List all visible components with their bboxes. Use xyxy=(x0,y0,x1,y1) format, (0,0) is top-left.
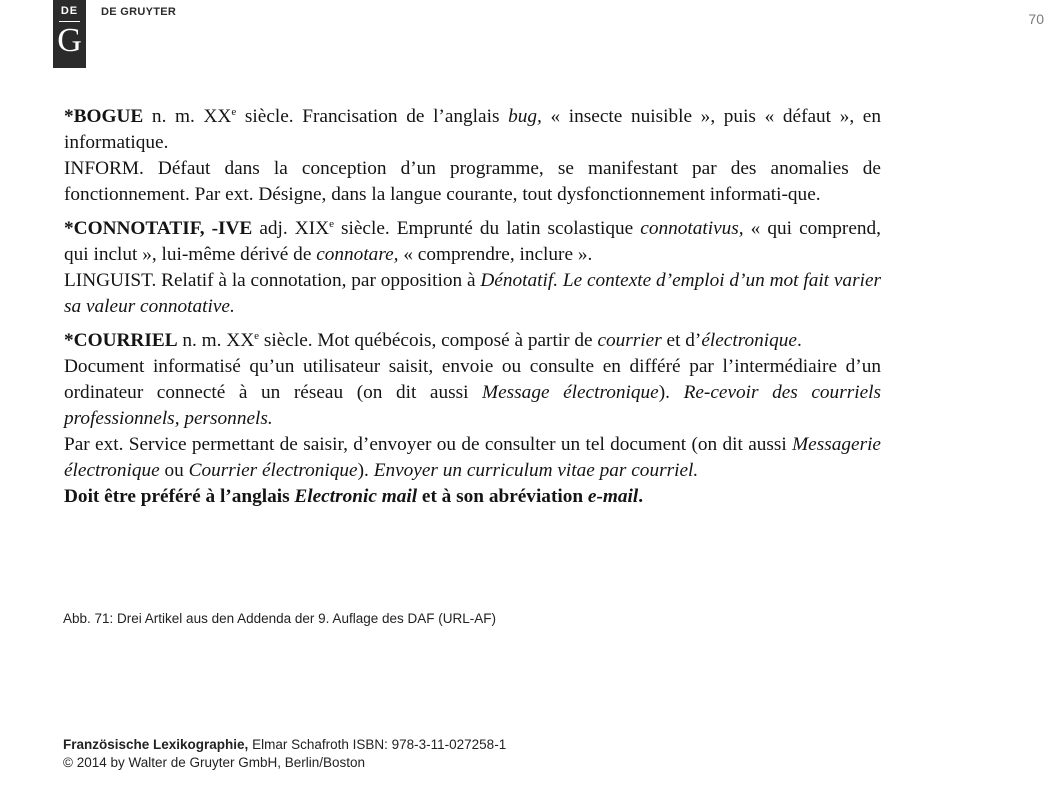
entry-text: siècle. Mot québécois, composé à partir de xyxy=(259,330,598,351)
entry-italic-text: courrier xyxy=(597,330,662,351)
entry-bogue-head xyxy=(64,104,881,156)
book-title: Französische Lexikographie, xyxy=(63,737,249,752)
superscript: e xyxy=(329,218,334,230)
entry-text: Document informatisé qu’un utilisateur saisit, envoie ou consulte en différé par l’intermédiaire d’un ordinateur connecté à un réseau (on dit aussi xyxy=(64,356,881,403)
publisher-name: DE GRUYTER xyxy=(101,6,177,18)
lemma-connotatif: *CONNOTATIF, -IVE xyxy=(64,218,253,239)
entry-text: siècle. Emprunté du latin scolastique xyxy=(333,218,641,239)
entry-text: « qui comprend, qui inclut », lui-même dérivé de xyxy=(64,218,881,265)
logo-de-text: DE xyxy=(60,5,79,17)
entry-text: n. m. XX xyxy=(177,330,255,351)
entry-text: LINGUIST. Relatif à la connotation, par opposition à xyxy=(64,270,481,291)
entry-courriel-definition-2 xyxy=(64,432,881,484)
entry-italic-text: Courrier électronique xyxy=(188,460,358,481)
entry-italic-text: connotare, xyxy=(316,244,399,265)
entry-italic-text: connotativus, xyxy=(640,218,744,239)
page-number: 70 xyxy=(1028,11,1044,27)
entry-italic-text: Message électronique xyxy=(482,382,659,403)
entry-bogue-definition: INFORM. Défaut dans la conception d’un programme, se manifestant par des anomalies de fonctionnement. Par ext. Désigne, dans la langue courante, tout dysfonctionnement informati-que. xyxy=(64,158,881,205)
lemma-courriel: *COURRIEL xyxy=(64,330,178,351)
logo-g-letter: G xyxy=(57,22,82,59)
entry-text: ou xyxy=(159,460,189,481)
entry-text: et d’ xyxy=(661,330,702,351)
lemma-bogue: *BOGUE xyxy=(64,106,144,127)
entry-italic-text: Re-cevoir des courriels professionnels, personnels. xyxy=(64,382,881,429)
entry-text: Doit être préféré à l’anglais xyxy=(64,486,295,507)
book-citation xyxy=(63,736,506,754)
superscript: e xyxy=(254,330,260,342)
superscript: e xyxy=(231,106,237,118)
book-info: Elmar Schafroth ISBN: 978-3-11-027258-1 xyxy=(248,737,507,752)
entry-connotatif xyxy=(64,216,881,320)
entry-courriel xyxy=(64,328,881,510)
entry-connotatif-definition xyxy=(64,268,881,320)
entry-text: . xyxy=(796,330,802,351)
copyright-notice: © 2014 by Walter de Gruyter GmbH, Berlin/Boston xyxy=(63,755,366,770)
entry-connotatif-head xyxy=(64,216,881,268)
entry-italic-text: électronique xyxy=(701,330,797,351)
entry-text: ). xyxy=(357,460,374,481)
entry-text: siècle. Francisation de l’anglais xyxy=(236,106,509,127)
entry-italic-text: Electronic mail xyxy=(294,486,418,507)
entry-italic-text: Envoyer un curriculum vitae par courriel. xyxy=(373,460,699,481)
entry-courriel-recommendation xyxy=(64,484,881,510)
entry-text: adj. XIX xyxy=(252,218,330,239)
entry-courriel-head xyxy=(64,328,881,354)
publisher-logo xyxy=(53,0,86,68)
entry-text: Par ext. Service permettant de saisir, d’envoyer ou de consulter un tel document (on dit aussi xyxy=(64,434,793,455)
entry-text: « insecte nuisible », puis « défaut », en informatique. xyxy=(64,106,881,153)
entry-text: et à son abréviation xyxy=(417,486,588,507)
entry-italic-text: Dénotatif. Le contexte d’emploi d’un mot fait varier sa valeur connotative. xyxy=(64,270,881,317)
page-footer xyxy=(63,736,506,772)
entry-text: « comprendre, inclure ». xyxy=(398,244,593,265)
entry-text: . xyxy=(638,486,644,507)
entry-courriel-definition-1 xyxy=(64,354,881,432)
entry-text: n. m. XX xyxy=(143,106,232,127)
entry-text: ). xyxy=(658,382,684,403)
entry-italic-text: Messagerie électronique xyxy=(64,434,881,481)
dictionary-excerpt-figure xyxy=(64,104,881,510)
entry-italic-text: e-mail xyxy=(587,486,639,507)
entry-bogue xyxy=(64,104,881,208)
figure-caption: Abb. 71: Drei Artikel aus den Addenda der 9. Auflage des DAF (URL-AF) xyxy=(63,611,496,626)
entry-italic-text: bug, xyxy=(508,106,542,127)
